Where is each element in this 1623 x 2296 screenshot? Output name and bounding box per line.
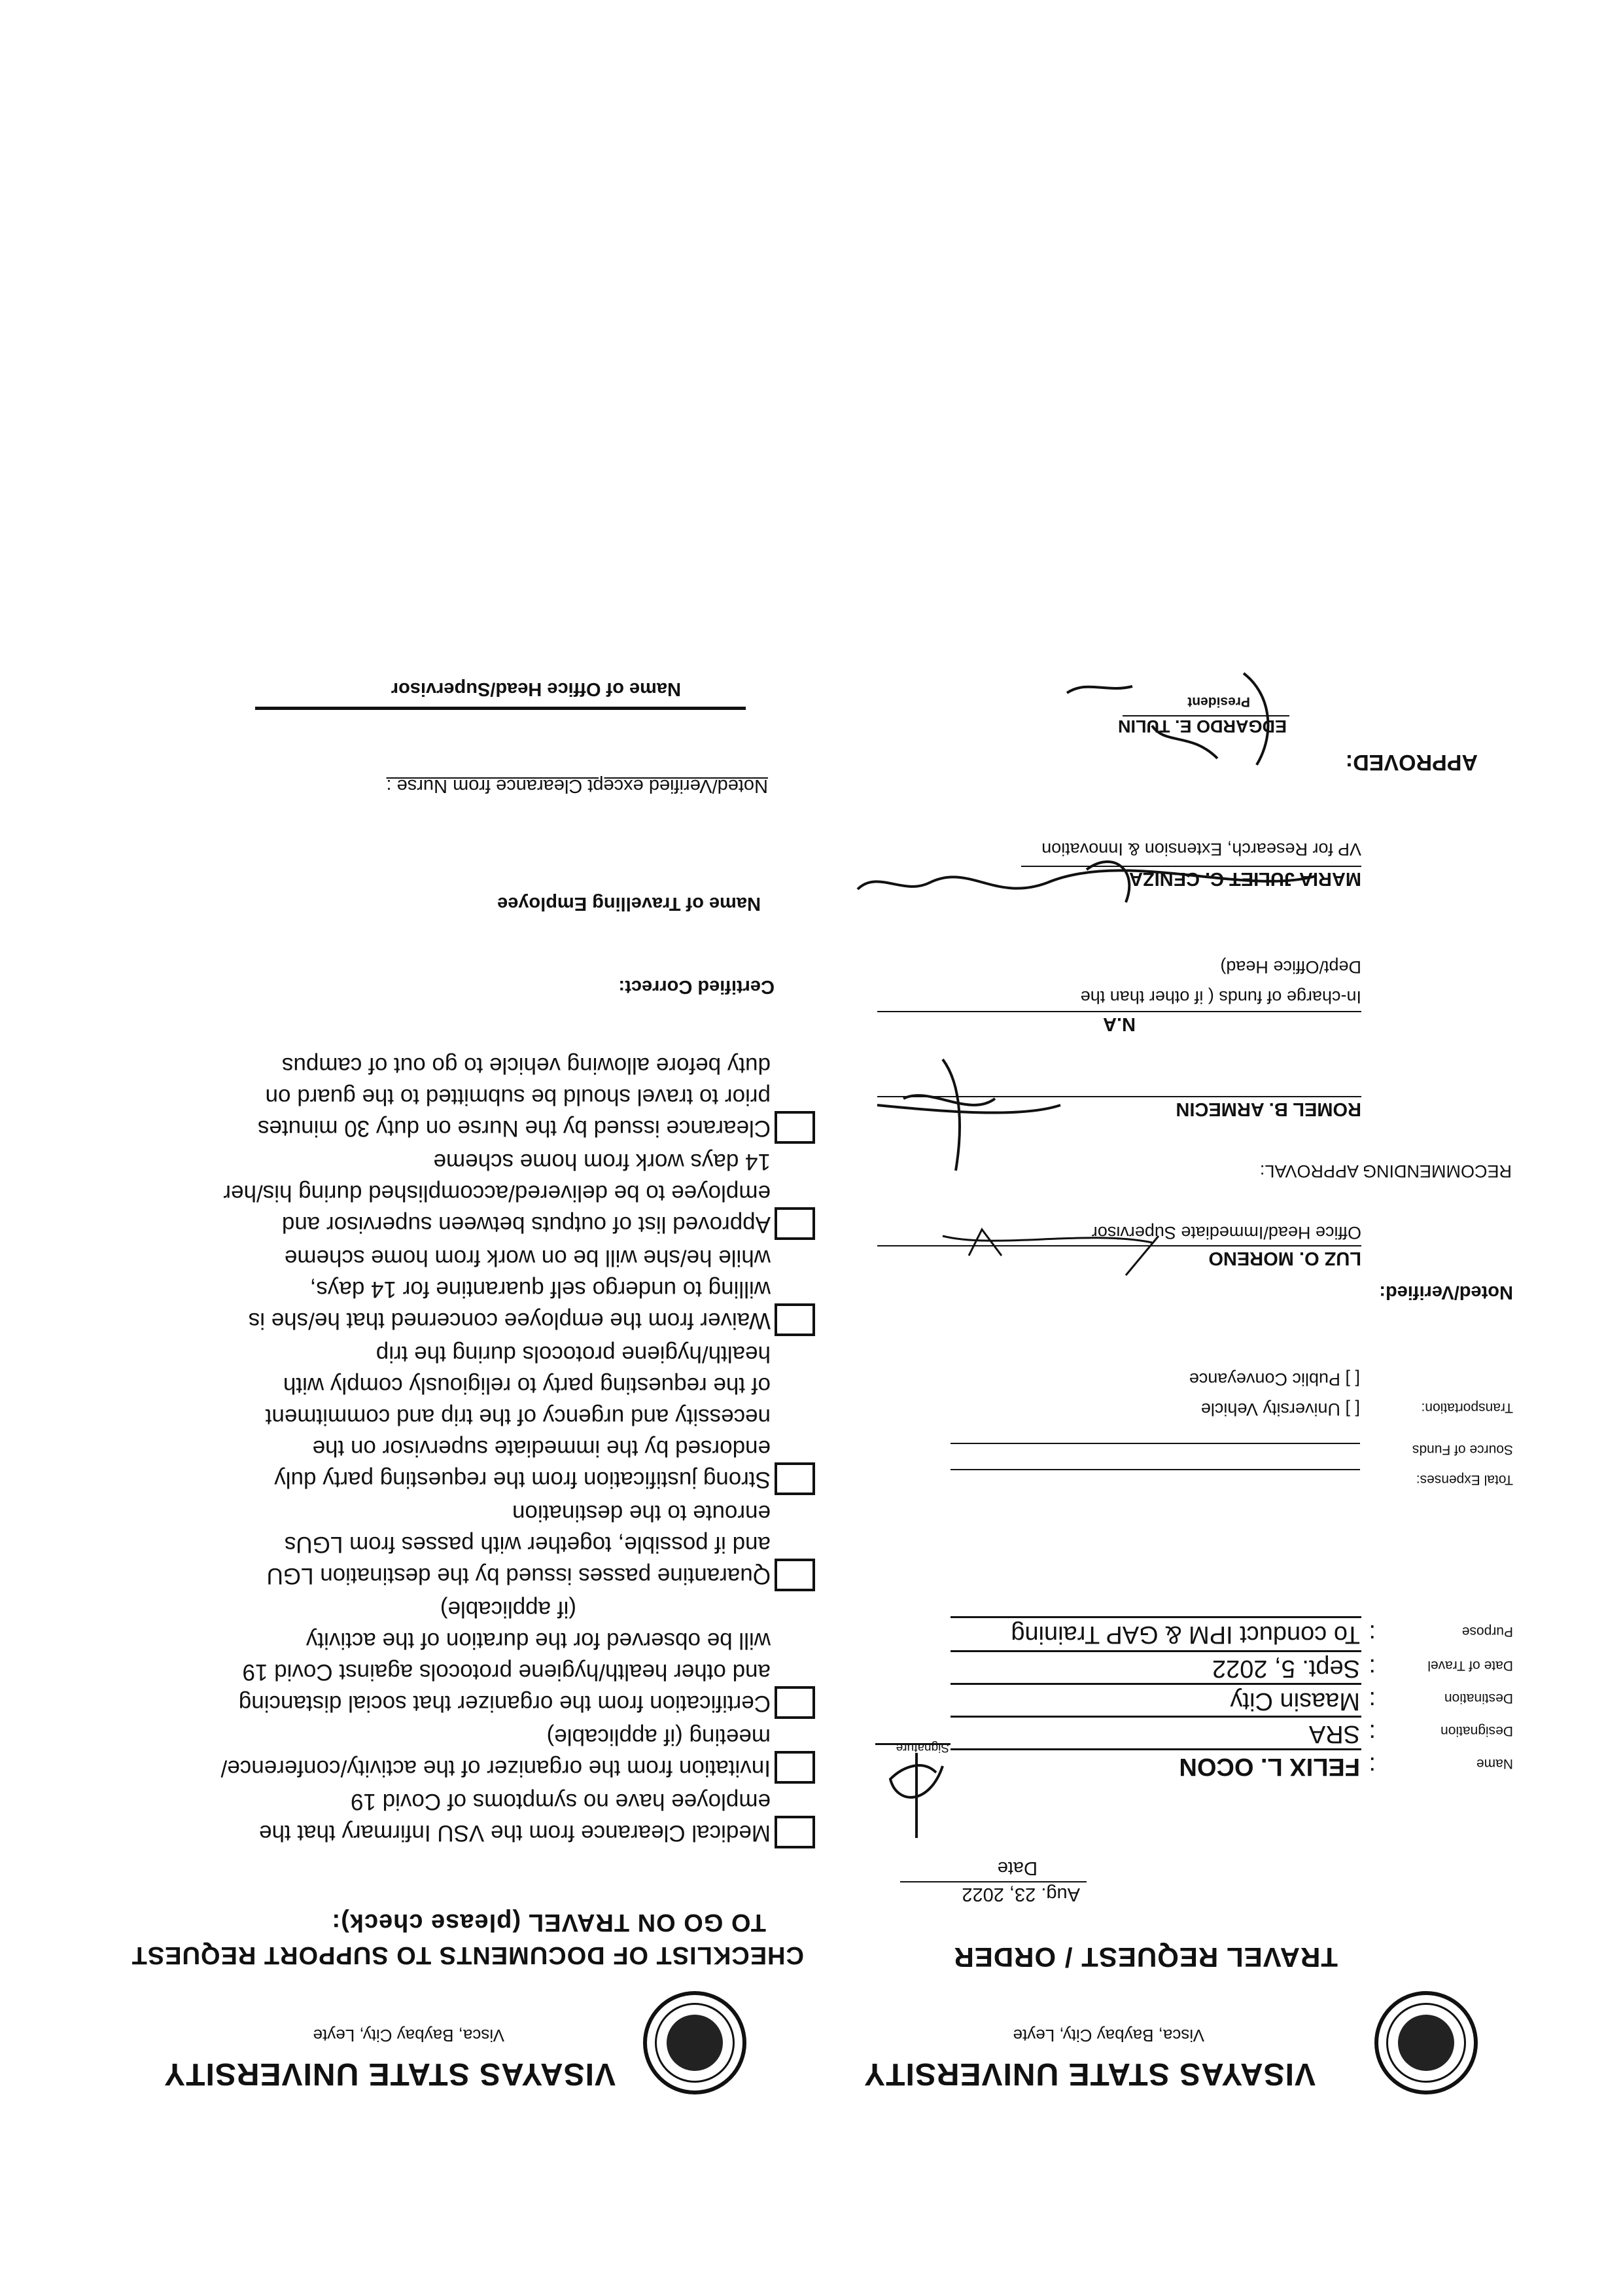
checklist-item-text: (if applicable) <box>440 1597 576 1622</box>
checklist-item-text: duty before allowing vehicle to go out of campus <box>281 1053 771 1078</box>
vp-signature <box>851 837 1322 909</box>
vp-name: MARIA JULIET C. CENIZA <box>1129 868 1361 889</box>
field-value[interactable]: SRA <box>1308 1720 1360 1748</box>
field-colon: : <box>1369 1619 1376 1647</box>
noted-except-label: Noted/Verified except Clearance from Nurse : <box>386 775 768 796</box>
checklist-item-text: Clearance issued by the Nurse on duty 30 minutes <box>257 1116 771 1141</box>
university-name-left: VISAYAS STATE UNIVERSITY <box>864 2057 1316 2091</box>
checklist-checkbox[interactable] <box>775 1686 815 1719</box>
recommending-approval-heading: RECOMMENDING APPROVAL: <box>1259 1161 1512 1181</box>
field-underline <box>951 1683 1361 1685</box>
employee-signature <box>877 1746 956 1845</box>
office-head-label: Name of Office Head/Supervisor <box>391 679 681 699</box>
field-value[interactable]: Sept. 5, 2022 <box>1212 1655 1360 1682</box>
checklist-item-text: enroute to the destination <box>512 1500 771 1526</box>
certified-correct: Certified Correct: <box>618 976 775 997</box>
vp-title: VP for Research, Extension & Innovation <box>1041 839 1361 859</box>
president-name: EDGARDO E. TULIN <box>1117 716 1287 736</box>
field-label: Destination <box>1444 1691 1513 1706</box>
form-title: TRAVEL REQUEST / ORDER <box>953 1942 1338 1973</box>
option-public-conveyance[interactable]: [ ] Public Conveyance <box>1189 1369 1360 1389</box>
president-title: President <box>1187 694 1250 709</box>
checklist-item-text: and other health/hygiene protocols against Covid 19 <box>242 1659 771 1685</box>
date-label: Date <box>997 1858 1038 1879</box>
checklist-subtitle: TO GO ON TRAVEL (please check): <box>331 1909 766 1936</box>
checklist-item-text: employee have no symptoms of Covid 19 <box>351 1789 771 1814</box>
university-address-right: Visca, Baybay City, Leyte <box>313 2026 504 2045</box>
field-colon: : <box>1369 1719 1376 1746</box>
total-expenses-label: Total Expenses: <box>1416 1472 1513 1487</box>
field-label: Designation <box>1440 1723 1513 1739</box>
checklist-item-text: employee to be delivered/accomplished during his/her <box>223 1180 771 1206</box>
checklist-item-text: Strong justification from the requesting party duly <box>274 1467 771 1492</box>
checklist-item-text: while he/she will be on work from home scheme <box>284 1245 771 1271</box>
travelling-employee-label: Name of Travelling Employee <box>497 893 761 914</box>
checklist-title: CHECKLIST OF DOCUMENTS TO SUPPORT REQUEST <box>131 1941 804 1969</box>
field-underline <box>951 1716 1361 1718</box>
checklist-checkbox[interactable] <box>775 1751 815 1784</box>
field-label: Name <box>1476 1756 1513 1771</box>
checklist-checkbox[interactable] <box>775 1303 815 1336</box>
field-underline <box>951 1616 1361 1618</box>
checklist-item-text: endorsed by the immediate supervisor on the <box>312 1436 771 1461</box>
university-address-left: Visca, Baybay City, Leyte <box>1013 2026 1204 2045</box>
approved-heading: APPROVED: <box>1345 750 1478 775</box>
checklist-item-text: will be observed for the duration of the activity <box>305 1628 771 1653</box>
university-seal-left <box>1374 1991 1478 2094</box>
field-label: Date of Travel <box>1427 1658 1513 1673</box>
date-value: Aug. 23, 2022 <box>962 1884 1080 1905</box>
funds-incharge-label: In-charge of funds ( if other than the <box>1080 987 1361 1007</box>
checklist-item-text: Quarantine passes issued by the destination LGU <box>266 1563 771 1589</box>
checklist-checkbox[interactable] <box>775 1207 815 1240</box>
checklist-checkbox[interactable] <box>775 1462 815 1495</box>
checklist-item-text: health/hygiene protocols during the trip <box>375 1341 771 1367</box>
checklist-checkbox[interactable] <box>775 1816 815 1848</box>
field-underline <box>951 1748 1361 1750</box>
field-label: Purpose <box>1461 1624 1513 1639</box>
recommending-name: ROMEL B. ARMECIN <box>1176 1099 1361 1120</box>
president-signature <box>1060 667 1296 771</box>
option-university-vehicle[interactable]: [ ] University Vehicle <box>1200 1400 1360 1419</box>
transportation-label: Transportation: <box>1421 1400 1513 1415</box>
funds-incharge-label-2: Dept/Office Head) <box>1220 957 1361 977</box>
field-colon: : <box>1369 1752 1376 1779</box>
noted-signature <box>930 1223 1165 1275</box>
recommending-signature <box>864 1053 1073 1184</box>
field-value[interactable]: Maasin City <box>1230 1687 1360 1715</box>
checklist-item-text: Invitation from the organizer of the activity/conference/ <box>220 1756 771 1781</box>
field-colon: : <box>1369 1686 1376 1714</box>
university-seal-right <box>643 1991 746 2094</box>
checklist-item-text: Approved list of outputs between supervisor and <box>281 1212 771 1237</box>
checklist-item-text: Certification from the organizer that social distancing <box>238 1691 771 1716</box>
field-colon: : <box>1369 1653 1376 1681</box>
na-value: N.A <box>1103 1014 1136 1034</box>
checklist-item-text: and if possible, together with passes from LGUs <box>284 1532 771 1557</box>
checklist-item-text: Waiver from the employee concerned that he/she is <box>248 1308 771 1333</box>
checklist-item-text: Medical Clearance from the VSU Infirmary that the <box>259 1820 771 1846</box>
noted-title: Office Head/Immediate Supervisor <box>1091 1223 1361 1243</box>
checklist-item-text: willing to undergo self quarantine for 14 days, <box>309 1277 771 1302</box>
checklist-item-text: 14 days work from home scheme <box>433 1149 771 1174</box>
signature-label: Signature <box>896 1740 949 1754</box>
checklist-item-text: meeting (if applicable) <box>546 1724 771 1750</box>
field-value[interactable]: To conduct IPM & GAP Training <box>1011 1621 1360 1648</box>
field-value[interactable]: FELIX L. OCON <box>1179 1753 1360 1780</box>
noted-name: LUZ O. MORENO <box>1208 1248 1361 1269</box>
checklist-checkbox[interactable] <box>775 1559 815 1591</box>
noted-verified-heading: Noted/Verified: <box>1379 1282 1513 1303</box>
source-of-funds-label: Source of Funds <box>1412 1442 1513 1457</box>
checklist-item-text: necessity and urgency of the trip and commitment <box>265 1404 771 1430</box>
checklist-item-text: prior to travel should be submitted to the guard on <box>265 1084 771 1110</box>
university-name-right: VISAYAS STATE UNIVERSITY <box>164 2057 616 2091</box>
checklist-checkbox[interactable] <box>775 1111 815 1144</box>
checklist-item-text: of the requesting party to religiously comply with <box>283 1373 771 1398</box>
field-underline <box>951 1650 1361 1652</box>
